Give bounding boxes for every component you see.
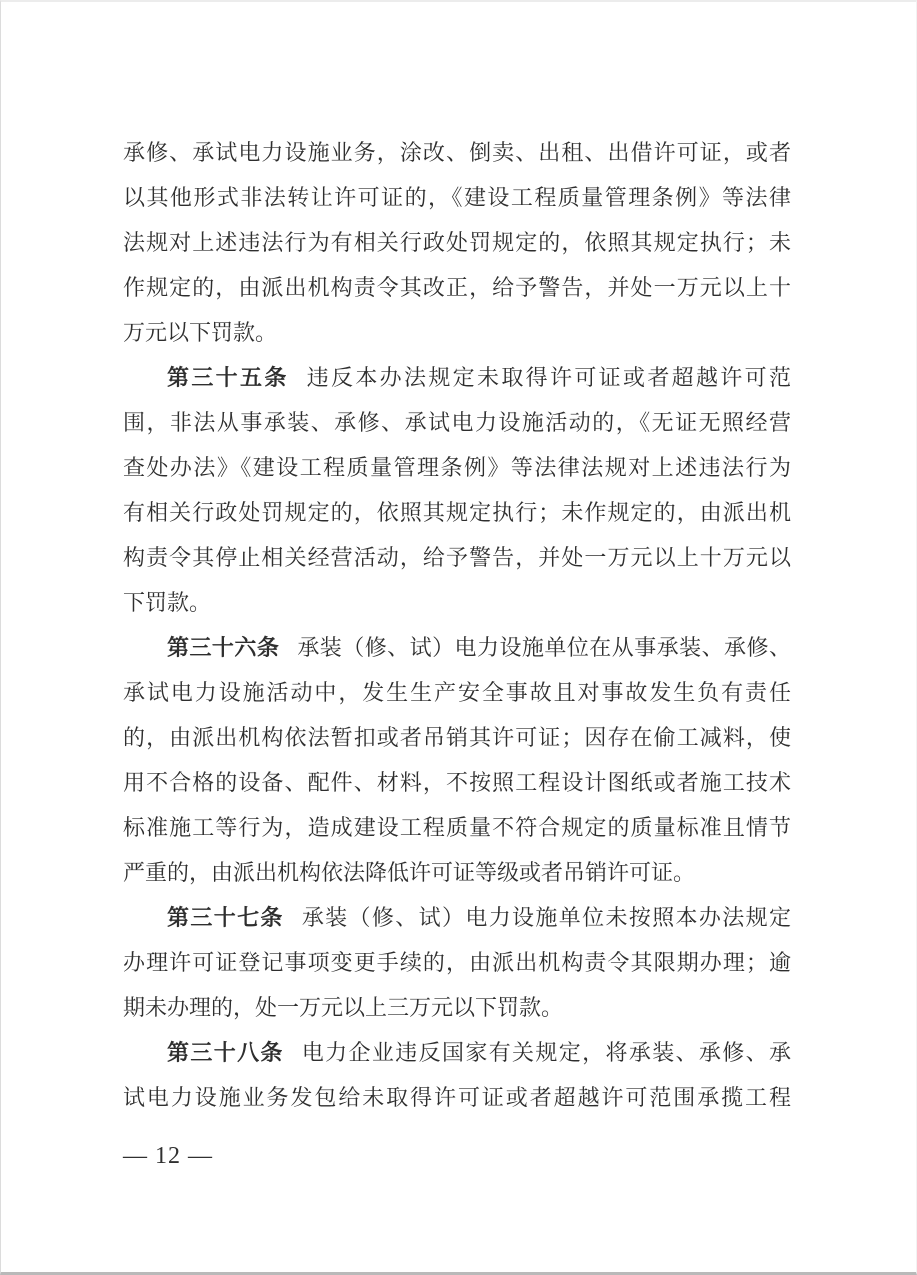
text-line: 万元以下罚款。	[123, 320, 278, 345]
article-number: 第三十五条	[167, 365, 289, 390]
article-text: 违反本办法规定未取得许可证或者超越许可范	[306, 365, 791, 390]
page-number: — 12 —	[123, 1143, 213, 1169]
text-line: 标准施工等行为，造成建设工程质量不符合规定的质量标准且情节	[123, 815, 791, 840]
text-line: 有相关行政处罚规定的，依照其规定执行；未作规定的，由派出机	[123, 500, 791, 525]
text-line: 承修、承试电力设施业务，涂改、倒卖、出租、出借许可证，或者	[123, 140, 791, 165]
article-36-paragraph	[123, 625, 791, 895]
text-line: 法规对上述违法行为有相关行政处罚规定的，依照其规定执行；未	[123, 230, 791, 255]
text-line: 下罚款。	[123, 590, 212, 615]
text-line: 办理许可证登记事项变更手续的，由派出机构责令其限期办理；逾	[123, 950, 791, 975]
article-35-paragraph	[123, 355, 791, 625]
text-line: 试电力设施业务发包给未取得许可证或者超越许可范围承揽工程	[123, 1085, 791, 1110]
article-number: 第三十七条	[167, 905, 284, 930]
article-number: 第三十八条	[167, 1040, 284, 1065]
article-text: 电力企业违反国家有关规定，将承装、承修、承	[301, 1040, 791, 1065]
text-line	[123, 355, 791, 400]
text-line: 构责令其停止相关经营活动，给予警告，并处一万元以上十万元以	[123, 545, 791, 570]
text-line	[123, 625, 791, 670]
article-number: 第三十六条	[167, 635, 280, 660]
article-text: 承装（修、试）电力设施单位未按照本办法规定	[301, 905, 791, 930]
text-line: 承试电力设施活动中，发生生产安全事故且对事故发生负有责任	[123, 680, 791, 705]
continuation-paragraph	[123, 130, 791, 355]
text-line: 用不合格的设备、配件、材料，不按照工程设计图纸或者施工技术	[123, 770, 791, 795]
document-body	[123, 130, 791, 1120]
text-line: 围，非法从事承装、承修、承试电力设施活动的，《无证无照经营	[123, 410, 791, 435]
text-line: 的，由派出机构依法暂扣或者吊销其许可证；因存在偷工减料，使	[123, 725, 791, 750]
text-line: 查处办法》《建设工程质量管理条例》等法律法规对上述违法行为	[123, 455, 791, 480]
text-line: 以其他形式非法转让许可证的，《建设工程质量管理条例》等法律	[123, 185, 791, 210]
text-line	[123, 895, 791, 940]
text-line: 期未办理的，处一万元以上三万元以下罚款。	[123, 995, 564, 1020]
text-line: 作规定的，由派出机构责令其改正，给予警告，并处一万元以上十	[123, 275, 791, 300]
article-text: 承装（修、试）电力设施单位在从事承装、承修、	[297, 635, 791, 660]
article-37-paragraph	[123, 895, 791, 1030]
text-line: 严重的，由派出机构依法降低许可证等级或者吊销许可证。	[123, 860, 696, 885]
article-38-paragraph	[123, 1030, 791, 1120]
text-line	[123, 1030, 791, 1075]
